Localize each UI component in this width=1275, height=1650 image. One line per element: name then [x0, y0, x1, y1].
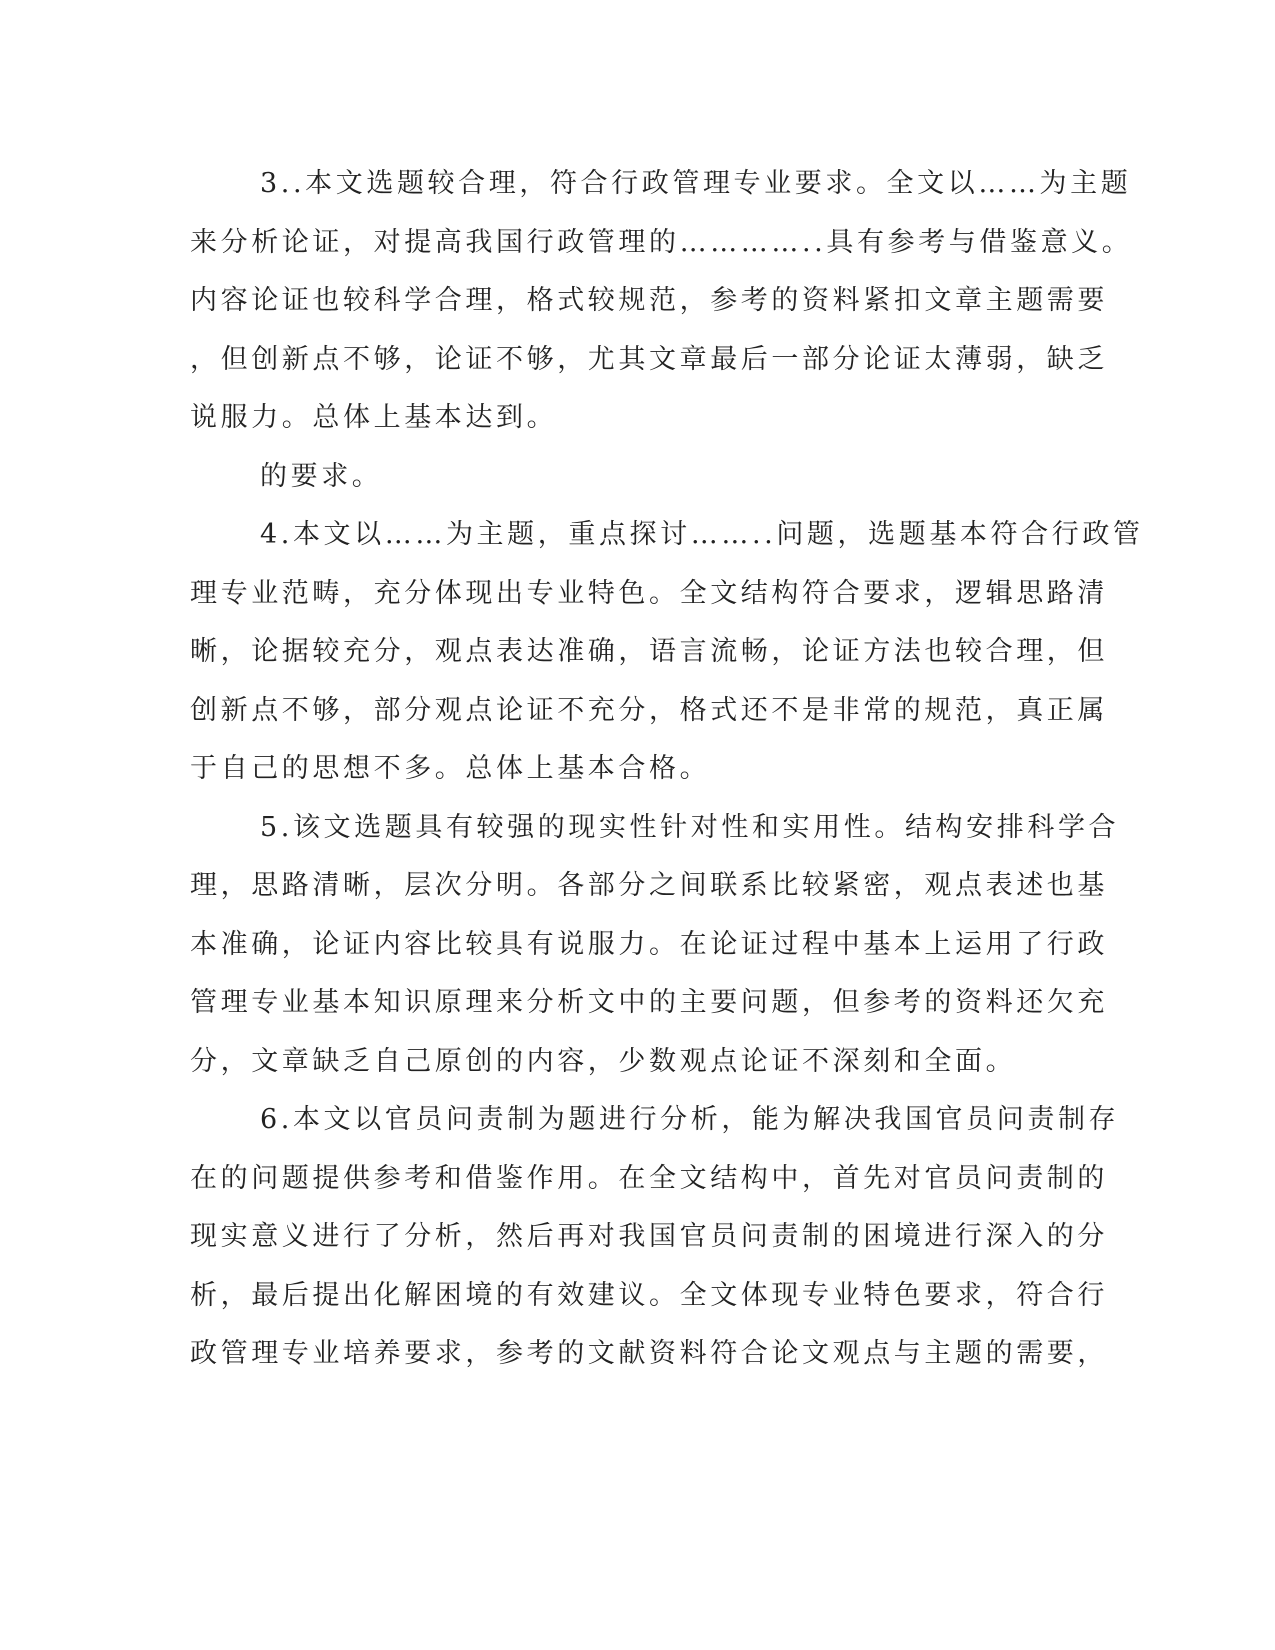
text-line: 来分析论证，对提高我国行政管理的…………..具有参考与借鉴意义。 — [190, 227, 1133, 258]
text-line: 于自己的思想不多。总体上基本合格。 — [190, 753, 711, 784]
text-line: 理，思路清晰，层次分明。各部分之间联系比较紧密，观点表述也基 — [190, 870, 1108, 901]
text-line: 管理专业基本知识原理来分析文中的主要问题，但参考的资料还欠充 — [190, 987, 1108, 1018]
text-line: 创新点不够，部分观点论证不充分，格式还不是非常的规范，真正属 — [190, 695, 1108, 726]
text-line: 说服力。总体上基本达到。 — [190, 402, 558, 433]
text-line: 内容论证也较科学合理，格式较规范，参考的资料紧扣文章主题需要 — [190, 285, 1108, 316]
text-line: 析，最后提出化解困境的有效建议。全文体现专业特色要求，符合行 — [190, 1280, 1108, 1311]
text-line: 在的问题提供参考和借鉴作用。在全文结构中，首先对官员问责制的 — [190, 1163, 1108, 1194]
text-line: ，但创新点不够，论证不够，尤其文章最后一部分论证太薄弱，缺乏 — [190, 344, 1108, 375]
text-line: 现实意义进行了分析，然后再对我国官员问责制的困境进行深入的分 — [190, 1221, 1108, 1252]
text-line: 理专业范畴，充分体现出专业特色。全文结构符合要求，逻辑思路清 — [190, 578, 1108, 609]
text-line: 5.该文选题具有较强的现实性针对性和实用性。结构安排科学合 — [260, 812, 1120, 843]
text-line: 6.本文以官员问责制为题进行分析，能为解决我国官员问责制存 — [260, 1104, 1120, 1135]
text-line: 本准确，论证内容比较具有说服力。在论证过程中基本上运用了行政 — [190, 929, 1108, 960]
text-line: 3..本文选题较合理，符合行政管理专业要求。全文以……为主题 — [260, 168, 1132, 199]
text-line: 4.本文以……为主题，重点探讨……..问题，选题基本符合行政管 — [260, 519, 1144, 550]
text-line: 的要求。 — [260, 461, 383, 492]
text-line: 分，文章缺乏自己原创的内容，少数观点论证不深刻和全面。 — [190, 1046, 1017, 1077]
text-line: 政管理专业培养要求，参考的文献资料符合论文观点与主题的需要， — [190, 1338, 1108, 1369]
text-line: 晰，论据较充分，观点表达准确，语言流畅，论证方法也较合理，但 — [190, 636, 1108, 667]
